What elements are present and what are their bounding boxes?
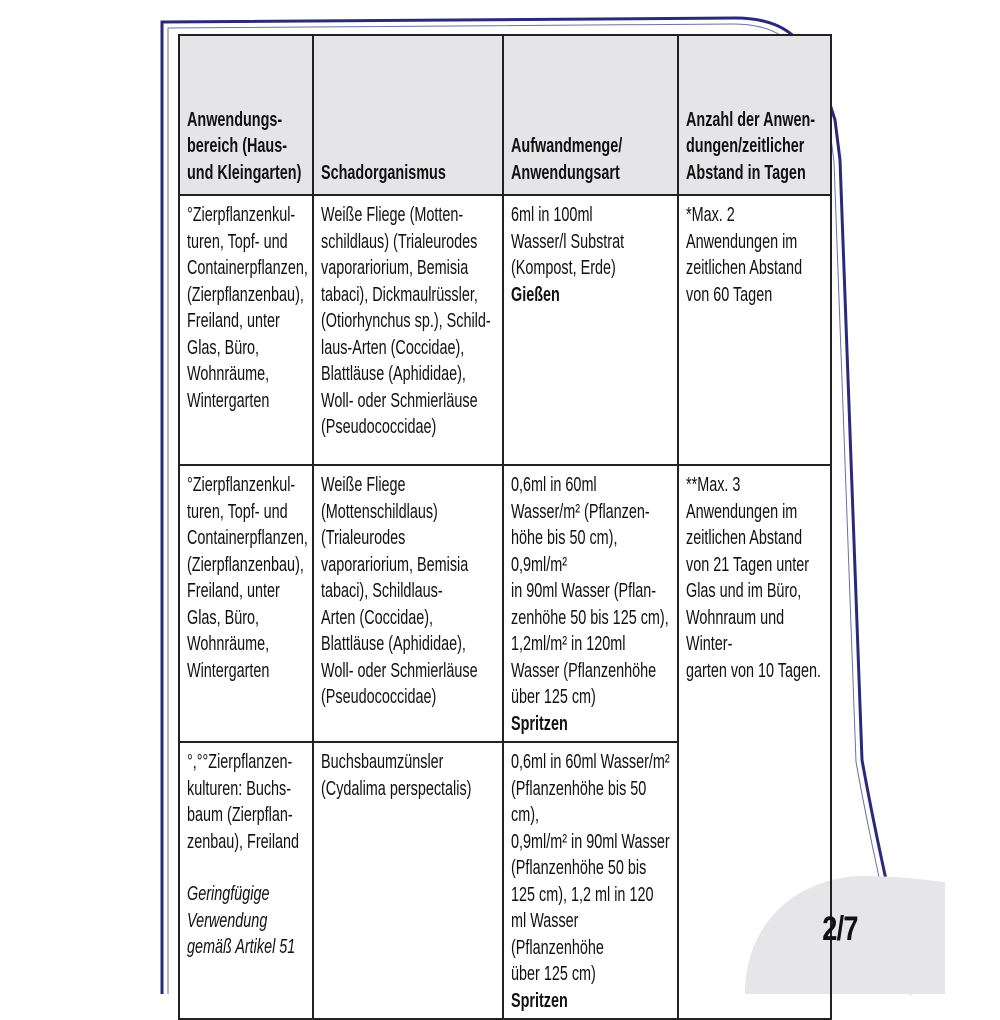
header-dosage-method: Aufwandmenge/ Anwendungsart: [503, 35, 678, 195]
header-application-count: Anzahl der Anwen- dungen/zeitlicher Abstand in Tagen: [678, 35, 831, 195]
cell-dosage-method: [503, 742, 678, 1019]
dosage-text: 6ml in 100ml Wasser/l Substrat (Kompost, Erde): [511, 204, 625, 279]
page-number: 2/7: [822, 910, 858, 948]
dosage-text: 0,6ml in 60ml Wasser/m² (Pflanzenhöhe bis 50 cm), 0,9ml/m² in 90ml Wasser (Pflanzenhöhe 50 bis 125 cm), 1,2 ml in 120 ml Wasser (Pflanzenhöhe über 125 cm): [511, 751, 670, 985]
area-note: Geringfügige Verwendung gemäß Artikel 51: [187, 883, 296, 958]
cell-application-area: °Zierpflanzenkul- turen, Topf- und Containerpflanzen, (Zierpflanzenbau), Freiland, unter Glas, Büro, Wohnräume, Wintergarten: [179, 465, 313, 742]
cell-application-area: °Zierpflanzenkul- turen, Topf- und Containerpflanzen, (Zierpflanzenbau), Freiland, unter Glas, Büro, Wohnräume, Wintergarten: [179, 195, 313, 465]
cell-pest-organism: Buchsbaumzünsler (Cydalima perspectalis): [313, 742, 503, 1019]
cell-dosage-method: [503, 195, 678, 465]
cell-dosage-method: [503, 465, 678, 742]
method-text: Gießen: [511, 283, 560, 306]
cell-application-count: **Max. 3 Anwendungen im zeitlichen Abstand von 21 Tagen unter Glas und im Büro, Wohnraum und Winter- garten von 10 Tagen.: [678, 465, 831, 1019]
method-text: Spritzen: [511, 712, 568, 735]
cell-pest-organism: Weiße Fliege (Mottenschildlaus) (Trialeurodes vaporariorium, Bemisia tabaci), Schildlaus- Arten (Coccidae), Blattläuse (Aphididae), Woll- oder Schmierläuse (Pseudococcidae): [313, 465, 503, 742]
dosage-text: 0,6ml in 60ml Wasser/m² (Pflanzen- höhe bis 50 cm), 0,9ml/m² in 90ml Wasser (Pflan- zenhöhe 50 bis 125 cm), 1,2ml/m² in 120ml Wasser (Pflanzenhöhe über 125 cm): [511, 474, 669, 708]
header-pest-organism: Schadorganismus: [313, 35, 503, 195]
usage-table: [178, 34, 832, 1020]
cell-application-count: *Max. 2 Anwendungen im zeitlichen Abstand von 60 Tagen: [678, 195, 831, 465]
table-row: [179, 465, 831, 742]
method-text: Spritzen: [511, 989, 568, 1012]
table-header-row: [179, 35, 831, 195]
area-text: °,°°Zierpflanzen- kulturen: Buchs- baum (Zierpflan- zenbau), Freiland: [187, 751, 300, 853]
cell-application-area: [179, 742, 313, 1019]
cell-pest-organism: Weiße Fliege (Motten- schildlaus) (Trialeurodes vaporariorium, Bemisia tabaci), Dickmaulrüssler, (Otiorhynchus sp.), Schild- laus-Arten (Coccidae), Blattläuse (Aphididae), Woll- oder Schmierläuse (Pseudococcidae): [313, 195, 503, 465]
header-application-area: Anwendungs- bereich (Haus- und Kleingarten): [179, 35, 313, 195]
table-row: [179, 195, 831, 465]
